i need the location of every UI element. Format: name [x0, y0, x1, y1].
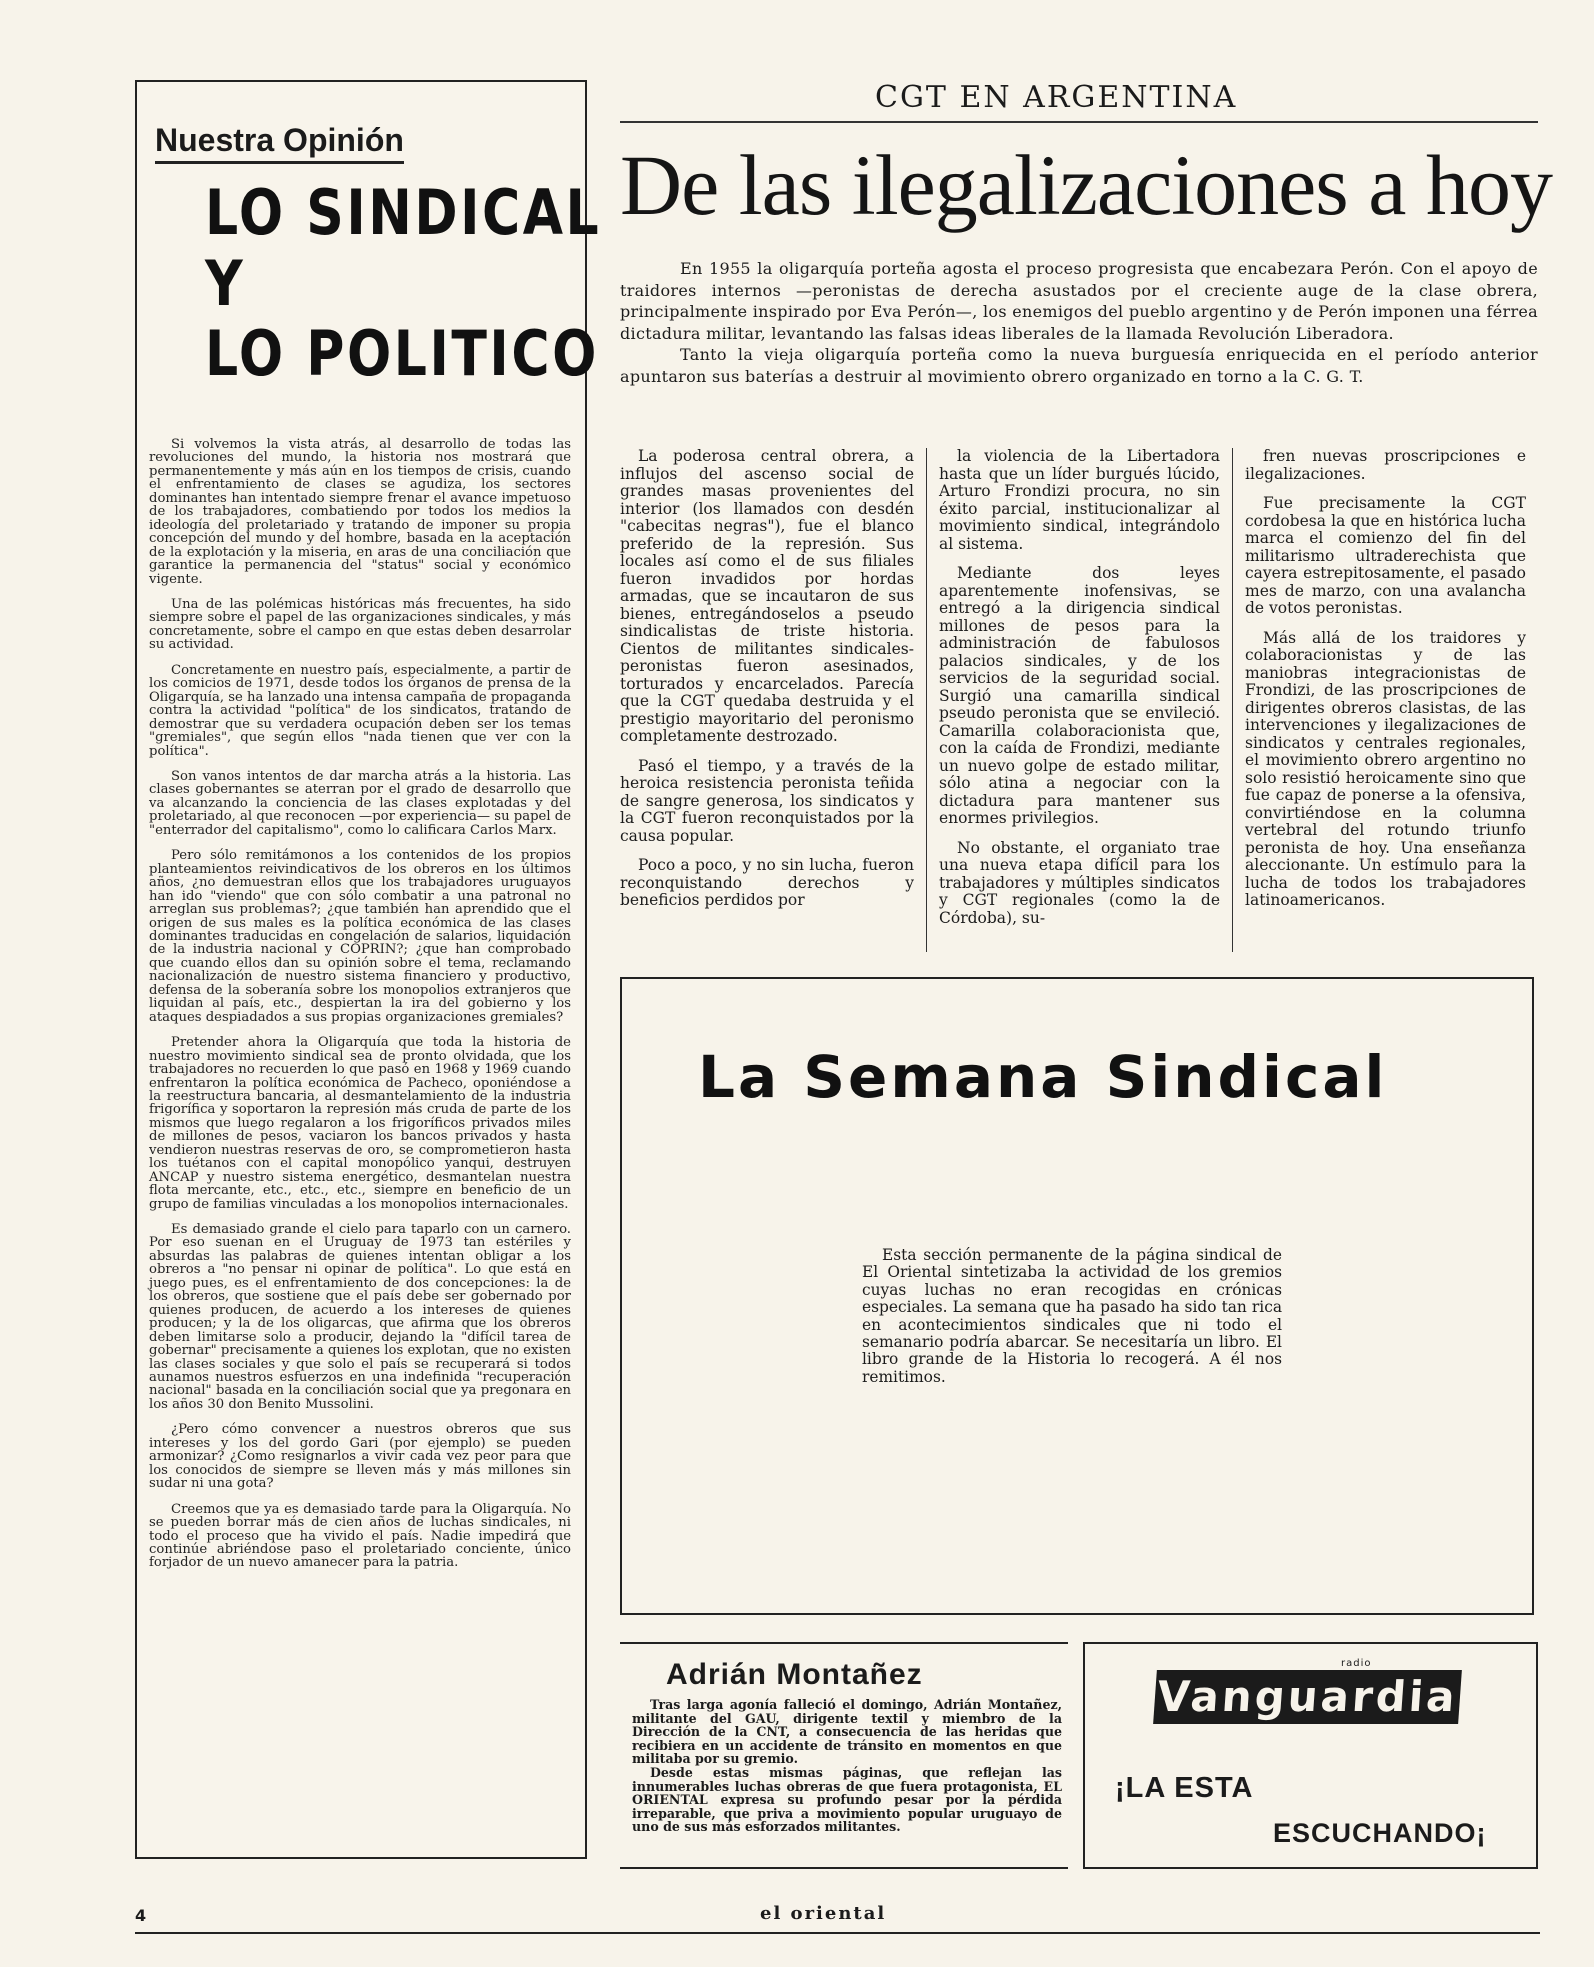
semana-title: La Semana Sindical [698, 1043, 1388, 1111]
editorial-title-line: Y [205, 246, 246, 320]
editorial-title-line: LO POLITICO [205, 317, 599, 391]
editorial-title [205, 176, 602, 391]
kicker-text: CGT EN ARGENTINA [875, 80, 1238, 115]
obituary-name: Adrián Montañez [666, 1658, 923, 1691]
ad-brand-logo: Vanguardia [1153, 1670, 1462, 1724]
footer-masthead: el oriental [760, 1903, 887, 1924]
page-number: 4 [135, 1906, 147, 1925]
article-columns [620, 448, 1538, 952]
article-paragraph: Pasó el tiempo, y a través de la heroica resistencia peronista teñida de sangre generosa, los sindicatos y la CGT fueron reconquistados por la causa popular. [620, 756, 914, 845]
editorial-paragraph: Creemos que ya es demasiado tarde para la Oligarquía. No se pueden borrar más de cien años de luchas sindicales, ni todo el proceso que ha vivido el país. Nadie impedirá que continúe abriéndose paso el proletariado conciente, único forjador de un nuevo amanecer para la patria. [149, 1501, 571, 1571]
ad-slogan-line: ¡LA ESTA [1115, 1772, 1254, 1804]
section-label: Nuestra Opinión [155, 122, 404, 164]
editorial-paragraph: Si volvemos la vista atrás, al desarrollo de todas las revoluciones del mundo, la historia nos mostrará que permanentemente y más aún en los tiempos de crisis, cuando el enfrentamiento de clases se agudiza, los sectores dominantes han intentado siempre frenar el avance impetuoso de los trabajadores, combatiendo por todos los medios la ideología del proletariado y tratando de imponer su propia concepción del mundo y del hombre, basada en la aceptación de la explotación y la miseria, en aras de una conciliación que garantice la permanencia del "status" social y económico vigente. [149, 437, 571, 587]
article-paragraph: Poco a poco, y no sin lucha, fueron reconquistando derechos y beneficios perdidos por [620, 856, 914, 909]
lead-paragraph: Tanto la vieja oligarquía porteña como la nueva burguesía enriquecida en el período anterior apuntaron sus baterías a destruir al movimiento obrero organizado en torno a la C. G. T. [620, 345, 1538, 386]
radio-ad [1083, 1642, 1538, 1869]
article-paragraph: Más allá de los traidores y colaboracionistas y de las maniobras integracionistas de Frondizi, de las proscripciones de dirigentes obreros clasistas, de las intervenciones y ilegalizaciones de sindicatos y centrales regionales, el movimiento obrero argentino no solo resistió heroicamente sino que fue capaz de ponerse a la ofensiva, convirtiéndose en la columna vertebral del rotundo triunfo peronista de hoy. Una enseñanza aleccionante. Un estímulo para la lucha de todos los trabajadores latinoamericanos. [1245, 628, 1526, 909]
ad-radio-label: radio [1341, 1658, 1372, 1669]
article-column [1232, 448, 1538, 952]
editorial-title-line: LO SINDICAL [205, 176, 602, 249]
article-column [926, 448, 1232, 952]
editorial-paragraph: Una de las polémicas históricas más frecuentes, ha sido siempre sobre el papel de las organizaciones sindicales, y más concretamente, sobre el campo en que estas deben desarrolar su actividad. [149, 597, 571, 653]
editorial-paragraph: Son vanos intentos de dar marcha atrás a la historia. Las clases gobernantes se aterran por el grado de desarrollo que va alcanzando la conciencia de las clases explotadas y del proletariado, al que reconocen —por experiencia— su papel de "enterrador del capitalismo", como lo calificara Carlos Marx. [149, 768, 571, 838]
editorial-paragraph: Pero sólo remitámonos a los contenidos de los propios planteamientos reivindicativos de los obreros en los últimos años, ¿no demuestran ellos que los trabajadores uruguayos han ido "viendo" que con sólo combatir a una patronal no arreglan sus problemas?; ¿que también han aprendido que el origen de sus males es la política económica de las clases dominantes traducidas en congelación de salarios, liquidación de la industria nacional y COPRIN?; ¿que han comprobado que cuando ellos dan su opinión sobre el tema, reclamando nacionalización de nuestro sistema financiero y productivo, defensa de la soberanía sobre los monopolios extranjeros que liquidan al país, etc., despiertan la ira del gobierno y los ataques despiadados a sus propias organizaciones gremiales? [149, 848, 571, 1025]
article-kicker [620, 80, 1538, 123]
editorial-box [135, 80, 602, 1859]
obituary-box [620, 1642, 1068, 1869]
article-paragraph: fren nuevas proscripciones e ilegalizaciones. [1245, 447, 1526, 483]
footer-rule [135, 1932, 1540, 1934]
article-lead [620, 258, 1538, 388]
obituary-paragraph: Tras larga agonía falleció el domingo, Adrián Montañez, militante del GAU, dirigente textil y miembro de la Dirección de la CNT, a consecuencia de las heridas que recibiera en un accidente de tránsito en momentos en que militaba por su gremio. [632, 1697, 1062, 1767]
semana-sindical-box [620, 977, 1534, 1615]
article-column [620, 448, 926, 952]
editorial-body [149, 438, 571, 1570]
article-paragraph: la violencia de la Libertadora hasta que un líder burgués lúcido, Arturo Frondizi procura, no sin éxito parcial, institucionalizar al movimiento sindical, integrándolo al sistema. [939, 447, 1220, 553]
article-paragraph: Fue precisamente la CGT cordobesa la que en histórica lucha marca el comienzo del fin del militarismo ultraderechista que cayera estrepitosamente, el pasado mes de marzo, con una avalancha de votos peronistas. [1245, 494, 1526, 617]
lead-paragraph: En 1955 la oligarquía porteña agosta el proceso progresista que encabezara Perón. Con el apoyo de traidores internos —peronistas de derecha asustados por el creciente auge de la clase obrera, principalmente inspirado por Eva Perón—, los enemigos del pueblo argentino y de Perón imponen una férrea dictadura militar, levantando las falsas ideas liberales de la llamada Revolución Liberadora. [620, 259, 1538, 343]
article-paragraph: No obstante, el organiato trae una nueva etapa difícil para los trabajadores y múltiples sindicatos y CGT regionales (como la de Córdoba), su- [939, 838, 1220, 927]
editorial-paragraph: ¿Pero cómo convencer a nuestros obreros que sus intereses y los del gordo Gari (por ejemplo) se pueden armonizar? ¿Como resignarlos a vivir cada vez peor para que los conocidos de siempre se lleven más y más millones sin sudar ni una gota? [149, 1422, 571, 1492]
semana-text: Esta sección permanente de la página sindical de El Oriental sintetizaba la actividad de los gremios cuyas luchas no eran recogidas en crónicas especiales. La semana que ha pasado ha sido tan rica en acontecimientos sindicales que ni todo el semanario podría abarcar. Se necesitaría un libro. El libro grande de la Historia lo recogerá. A él nos remitimos. [862, 1246, 1282, 1386]
obituary-paragraph: Desde estas mismas páginas, que reflejan las innumerables luchas obreras de que fuera protagonista, EL ORIENTAL expresa su profundo pesar por la pérdida irreparable, que priva a movimiento popular uruguayo de uno de sus más esforzados militantes. [632, 1764, 1062, 1835]
ad-slogan-line: ESCUCHANDO¡ [1273, 1818, 1487, 1848]
editorial-paragraph: Es demasiado grande el cielo para taparlo con un carnero. Por eso suenan en el Uruguay de 1973 tan estériles y absurdas las palabras de quienes intentan obligar a los obreros a "no pensar ni opinar de política". Lo que está en juego pues, es el enfrentamiento de dos concepciones: la de los obreros, que sostiene que el país debe ser gobernado por quienes producen, de acuerdo a los intereses de quienes producen; y la de los oligarcas, que afirma que los obreros deben limitarse solo a producir, dejando la "difícil tarea de gobernar" precisamente a quienes los explotan, que no existen las clases sociales y que solo el país se recuperará si todos aunamos nuestros esfuerzos en una indefinida "recuperación nacional" basada en la conciliación social que ya pregonara en los años 30 don Benito Mussolini. [149, 1222, 571, 1412]
article-paragraph: Mediante dos leyes aparentemente inofensivas, se entregó a la dirigencia sindical millones de pesos para la administración de fabulosos palacios sindicales, y de los servicios de la seguridad social. Surgió una camarilla sindical pseudo peronista que se envileció. Camarilla colaboracionista que, con la caída de Frondizi, mediante un nuevo golpe de estado militar, sólo atina a negociar con la dictadura para mantener sus enormes privilegios. [939, 564, 1220, 827]
editorial-paragraph: Pretender ahora la Oligarquía que toda la historia de nuestro movimiento sindical sea de pronto olvidada, que los trabajadores no recuerden lo que pasó en 1968 y 1969 cuando enfrentaron la política económica de Pacheco, oponiéndose a la reestructura bancaria, al desmantelamiento de la industria frigorífica y soportaron la represión más cruda de parte de los mismos que luego regalaron a los frigoríficos privados miles de millones de pesos, vaciaron los bancos privados y hasta vendieron nuestras reservas de oro, se comprometieron hasta los tuétanos con el capital monopólico yanqui, destruyen ANCAP y nuestro sistema energético, desmantelan nuestra flota mercante, etc., etc., etc., siempre en beneficio de un grupo de familias vinculadas a los monopolios internacionales. [149, 1035, 571, 1212]
article-headline: De las ilegalizaciones a hoy [620, 137, 1552, 233]
article-paragraph: La poderosa central obrera, a influjos del ascenso social de grandes masas provenientes del interior (los llamados con desdén "cabecitas negras"), fue el blanco preferido de la represión. Sus locales así como el de sus filiales fueron invadidos por hordas armadas, que se incautaron de sus bienes, entregándoselos a pseudo sindicalistas de triste historia. Cientos de militantes sindicales-peronistas fueron asesinados, torturados y encarcelados. Parecía que la CGT quedaba destruida y el prestigio mayoritario del peronismo completamente destrozado. [620, 447, 914, 745]
editorial-paragraph: Concretamente en nuestro país, especialmente, a partir de los comicios de 1971, desde todos los órganos de prensa de la Oligarquía, se ha lanzado una intensa campaña de propaganda contra la actividad "política" de los sindicatos, tratando de demostrar que su verdadera ocupación deben ser los temas "gremiales", que según ellos "nada tienen que ver con la política". [149, 662, 571, 759]
